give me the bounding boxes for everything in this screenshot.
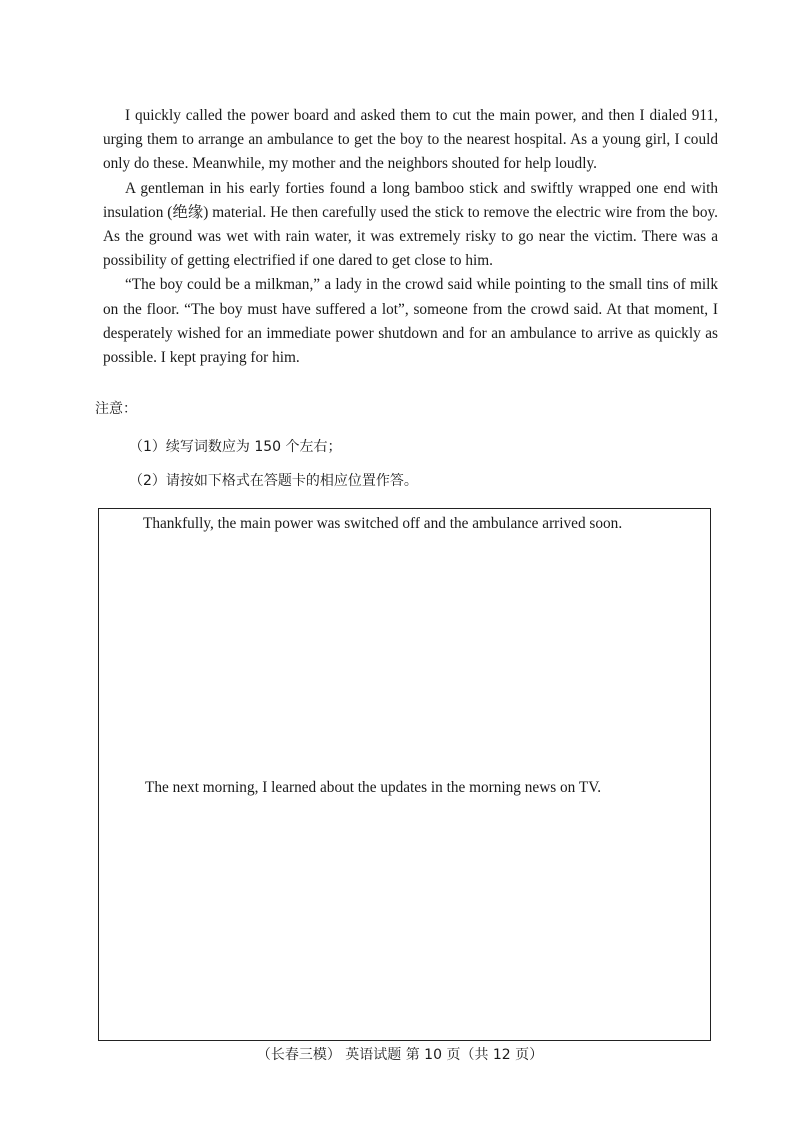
answer-opening-line-2: The next morning, I learned about the updates in the morning news on TV. xyxy=(145,779,602,796)
answer-box[interactable] xyxy=(98,508,711,1041)
story-passage xyxy=(103,104,718,370)
passage-paragraph-2: A gentleman in his early forties found a long bamboo stick and swiftly wrapped one end with insulation (绝缘) material. He then carefully used the stick to remove the electric wire from the boy. As the ground was wet with rain water, it was extremely risky to go near the victim. There was a possibility of getting electrified if one dared to get close to him. xyxy=(103,179,718,270)
note-item-format: （2）请按如下格式在答题卡的相应位置作答。 xyxy=(129,473,418,489)
answer-opening-line-1: Thankfully, the main power was switched off and the ambulance arrived soon. xyxy=(143,515,623,532)
notes-title: 注意： xyxy=(95,401,137,417)
note-item-word-count: （1）续写词数应为 150 个左右； xyxy=(129,439,342,455)
notes-section xyxy=(95,397,695,503)
passage-paragraph-1: I quickly called the power board and asked them to cut the main power, and then I dialed 911, urging them to arrange an ambulance to get the boy to the nearest hospital. As a young girl, I could only do these. Meanwhile, my mother and the neighbors shouted for help loudly. xyxy=(103,107,718,173)
passage-paragraph-3: “The boy could be a milkman,” a lady in the crowd said while pointing to the small tins of milk on the floor. “The boy must have suffered a lot”, someone from the crowd said. At that moment, I desperately wished for an immediate power shutdown and for an ambulance to arrive as quickly as possible. I kept praying for him. xyxy=(103,276,718,367)
page-footer: （长春三模） 英语试题 第 10 页（共 12 页） xyxy=(256,1047,544,1063)
